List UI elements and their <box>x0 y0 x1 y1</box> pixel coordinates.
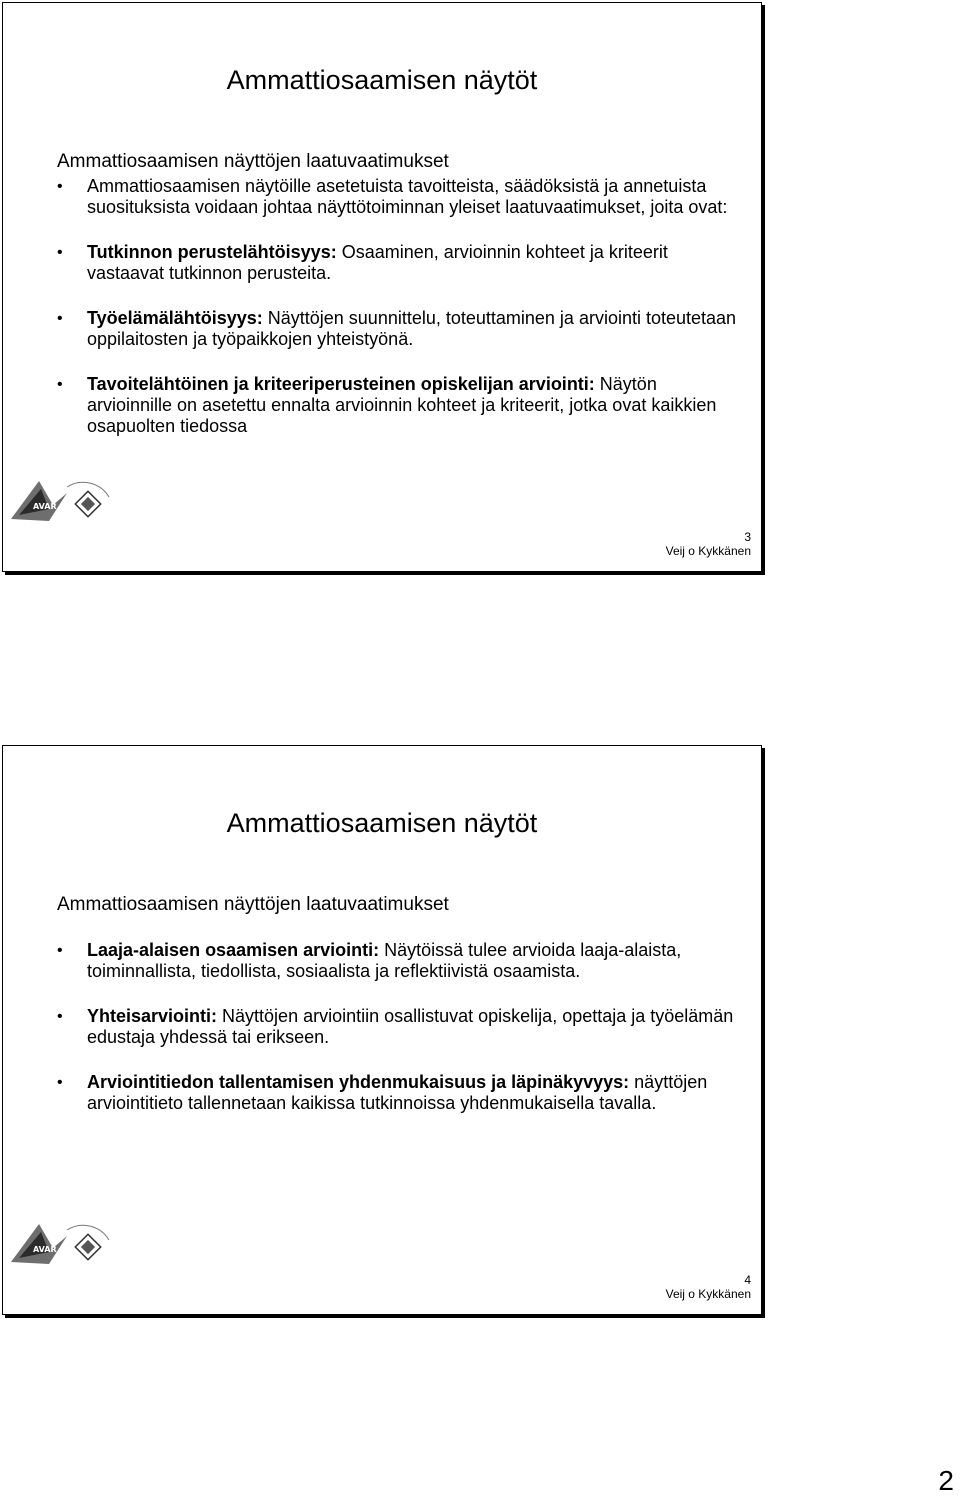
slide-title: Ammattiosaamisen näytöt <box>226 808 538 838</box>
slide-title: Ammattiosaamisen näytöt <box>226 65 538 95</box>
bullet-item <box>57 1006 741 1048</box>
bullet-item <box>57 940 741 982</box>
bullet-term: Tavoitelähtöinen ja kriteeriperusteinen opiskelijan arviointi: <box>87 374 595 394</box>
bullet-term: Työelämälähtöisyys: <box>87 308 263 328</box>
bullet-list <box>57 176 741 437</box>
bullet-list <box>57 940 741 1114</box>
logo-icon <box>9 475 113 525</box>
bullet-text: Näyttöjen suunnittelu, toteuttaminen ja arviointi toteutetaan oppilaitosten ja työpaikkojen yhteistyönä. <box>87 308 737 349</box>
bullet-dot-icon: • <box>57 1074 63 1091</box>
bullet-dot-icon: • <box>57 942 63 959</box>
bullet-item <box>57 374 741 437</box>
bullet-text: Osaaminen, arvioinnin kohteet ja kriteerit vastaavat tutkinnon perusteita. <box>87 242 668 283</box>
bullet-text: Näyttöjen arviointiin osallistuvat opiskelija, opettaja ja työelämän edustaja yhdessä tai erikseen. <box>87 1006 734 1047</box>
logo-icon <box>9 1218 113 1268</box>
bullet-item <box>57 242 741 284</box>
slide-3 <box>2 2 762 572</box>
logo-text: AVAR <box>33 502 57 511</box>
slide-author: Veij o Kykkänen <box>665 1287 751 1301</box>
bullet-term: Arviointitiedon tallentamisen yhdenmukaisuus ja läpinäkyvyys: <box>87 1072 630 1092</box>
bullet-text: Näytön arvioinnille on asetettu ennalta arvioinnin kohteet ja kriteerit, jotka ovat kaikkien osapuolten tiedossa <box>87 374 717 436</box>
bullet-item <box>57 308 741 350</box>
logo-text: AVAR <box>33 1245 57 1254</box>
bullet-dot-icon: • <box>57 178 63 195</box>
slide-number: 3 <box>744 530 751 544</box>
bullet-item <box>57 1072 741 1114</box>
page-number: 2 <box>938 1465 954 1496</box>
bullet-term: Laaja-alaisen osaamisen arviointi: <box>87 940 380 960</box>
bullet-text: Ammattiosaamisen näytöille asetetuista tavoitteista, säädöksistä ja annetuista suosituksista voidaan johtaa näyttötoiminnan yleiset laatuvaatimukset, joita ovat: <box>87 176 728 217</box>
slide-footer <box>666 1273 751 1301</box>
bullet-dot-icon: • <box>57 244 63 261</box>
slide-4 <box>2 745 762 1315</box>
bullet-text: Näytöissä tulee arvioida laaja-alaista, toiminnallista, tiedollista, sosiaalista ja reflektiivistä osaamista. <box>87 940 682 981</box>
bullet-dot-icon: • <box>57 376 63 393</box>
slide-author: Veij o Kykkänen <box>665 544 751 558</box>
slide-subtitle: Ammattiosaamisen näyttöjen laatuvaatimukset <box>57 151 449 172</box>
bullet-text: näyttöjen arviointitieto tallennetaan kaikissa tutkinnoissa yhdenmukaisella tavalla. <box>87 1072 708 1113</box>
bullet-term: Tutkinnon perustelähtöisyys: <box>87 242 337 262</box>
bullet-dot-icon: • <box>57 310 63 327</box>
slide-number: 4 <box>744 1273 751 1287</box>
bullet-dot-icon: • <box>57 1008 63 1025</box>
bullet-term: Yhteisarviointi: <box>87 1006 218 1026</box>
bullet-item-intro <box>57 176 741 218</box>
slide-footer <box>666 530 751 558</box>
slide-subtitle: Ammattiosaamisen näyttöjen laatuvaatimukset <box>57 894 449 915</box>
